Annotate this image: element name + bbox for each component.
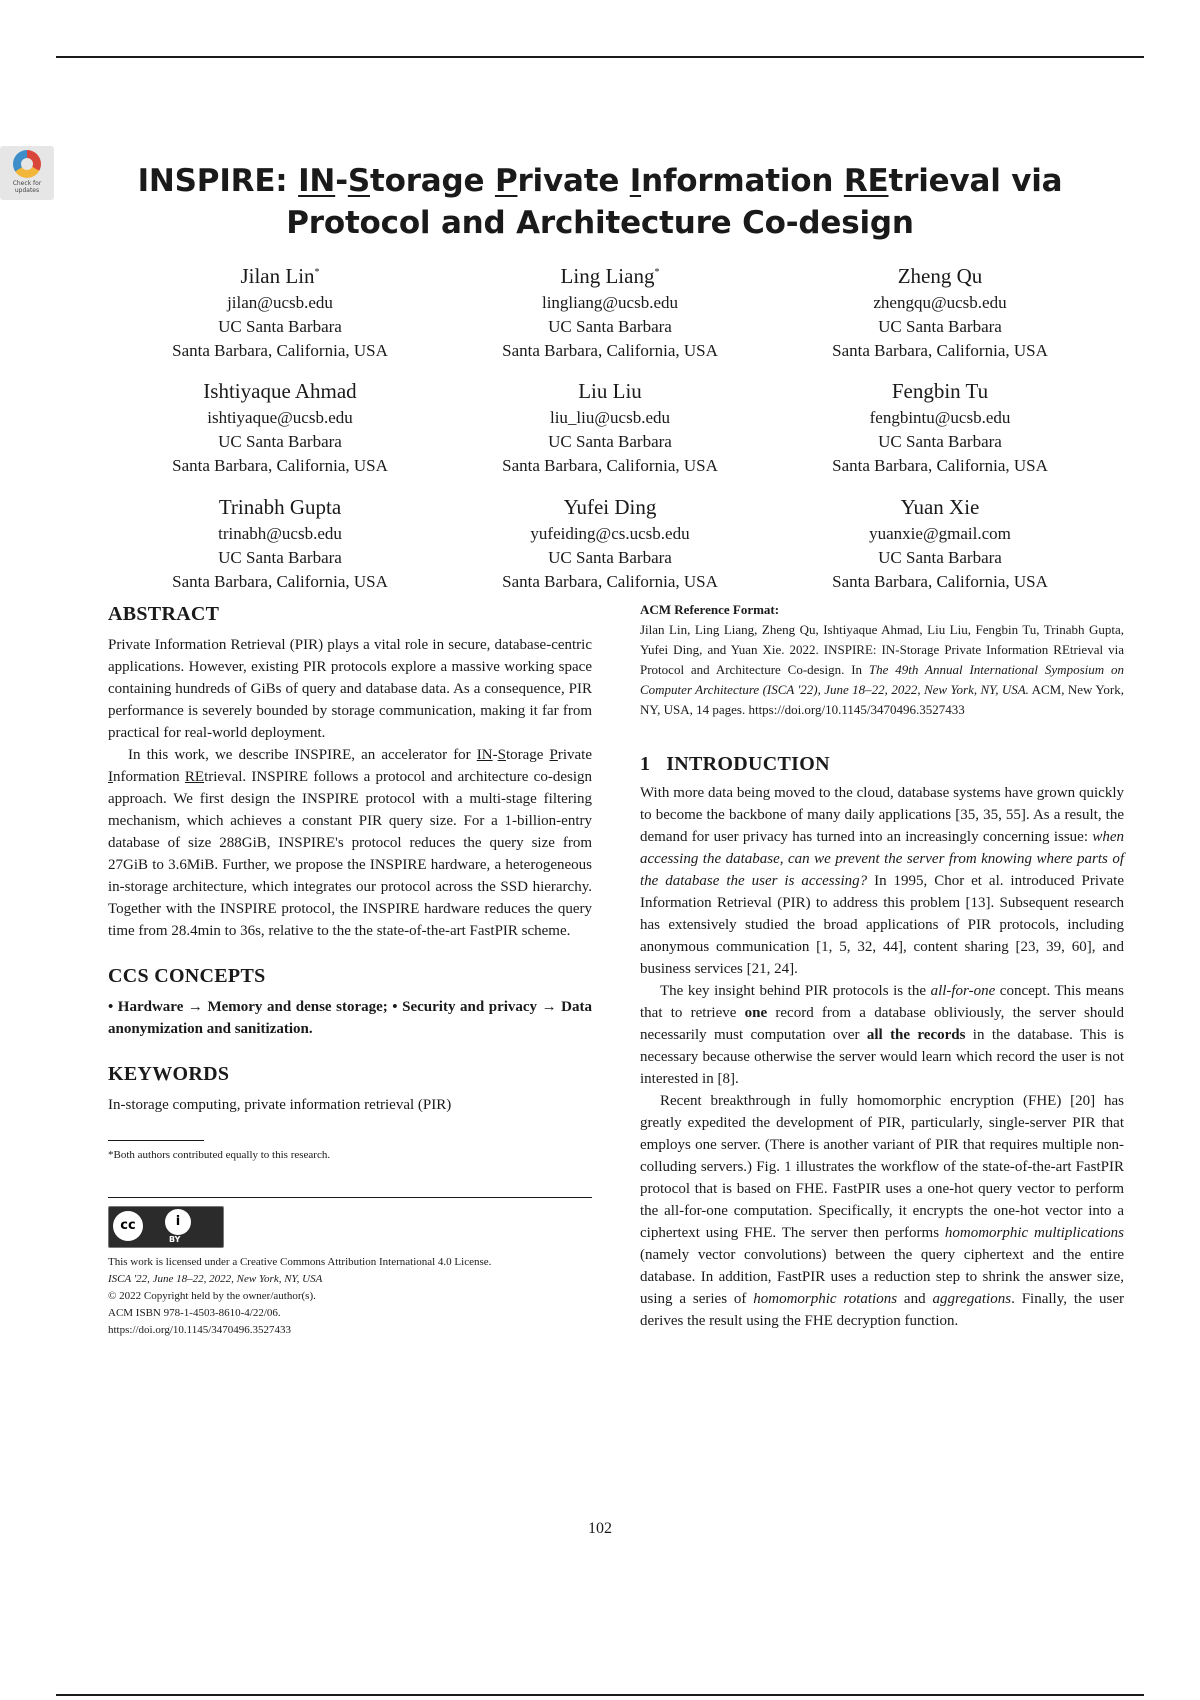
author-name: Fengbin Tu <box>891 379 989 403</box>
title-part: nformation <box>641 163 844 199</box>
badge-label: Check for updates <box>12 180 42 194</box>
acm-reference-heading: ACM Reference Format: <box>640 602 780 617</box>
author-affiliation: UC Santa Barbara <box>878 432 1002 451</box>
author-location: Santa Barbara, California, USA <box>502 456 718 475</box>
author-affiliation: UC Santa Barbara <box>878 548 1002 567</box>
author-affiliation: UC Santa Barbara <box>548 432 672 451</box>
cc-icon: cc <box>113 1211 143 1241</box>
abstract-paragraph: Private Information Retrieval (PIR) plays a vital role in secure, database-centric applications. However, existing PIR protocols explore a massive working space containing hundreds of GiBs of query and database data. As a consequence, PIR performance is severely bounded by storage communication, making it far from practical for real-world deployment. <box>108 637 592 741</box>
title-part: torage <box>370 163 495 199</box>
author-email[interactable]: jilan@ucsb.edu <box>227 293 333 312</box>
license-rule <box>108 1197 592 1198</box>
author-email[interactable]: lingliang@ucsb.edu <box>541 293 679 312</box>
author-block <box>460 258 760 363</box>
license-line: ISCA '22, June 18–22, 2022, New York, NY, USA <box>108 1273 323 1285</box>
license-text <box>108 1254 592 1339</box>
author-name: Jilan Lin* <box>240 264 320 288</box>
author-block <box>460 373 760 478</box>
author-location: Santa Barbara, California, USA <box>832 341 1048 360</box>
title-part: RE <box>843 163 889 199</box>
author-location: Santa Barbara, California, USA <box>172 456 388 475</box>
author-email[interactable]: zhengqu@ucsb.edu <box>873 293 1007 312</box>
author-name: Liu Liu <box>578 379 642 403</box>
bottom-rule <box>56 1694 1144 1696</box>
author-block <box>790 373 1090 478</box>
author-name: Ishtiyaque Ahmad <box>203 379 357 403</box>
crossmark-icon <box>13 150 41 178</box>
attribution-icon: i <box>165 1209 191 1235</box>
author-block <box>790 258 1090 363</box>
author-email[interactable]: trinabh@ucsb.edu <box>218 524 342 543</box>
author-affiliation: UC Santa Barbara <box>878 317 1002 336</box>
author-location: Santa Barbara, California, USA <box>172 572 388 591</box>
author-affiliation: UC Santa Barbara <box>218 432 342 451</box>
intro-paragraph: With more data being moved to the cloud, database systems have grown quickly to become the backbone of many daily applications [35, 35, 55]. As a result, the demand for user privacy has turned into an increasingly concerning issue: when accessing the database, can we prevent the server from knowing where parts of the database the user is accessing? In 1995, Chor et al. introduced Private Information Retrieval (PIR) to address this problem [13]. Subsequent research has extensively studied the broad applications of PIR protocols, including anonymous communication [1, 5, 32, 44], content sharing [23, 39, 60], and business services [21, 24]. <box>640 785 1124 977</box>
footnote-rule <box>108 1140 204 1141</box>
author-location: Santa Barbara, California, USA <box>832 456 1048 475</box>
left-column <box>108 600 592 1339</box>
introduction-heading: 1 INTRODUCTION <box>640 753 830 775</box>
license-line: ACM ISBN 978-1-4503-8610-4/22/06. <box>108 1307 281 1319</box>
author-block <box>790 489 1090 594</box>
author-block <box>130 373 430 478</box>
check-for-updates-badge[interactable] <box>0 146 54 200</box>
title-part: IN <box>298 163 336 199</box>
author-affiliation: UC Santa Barbara <box>218 548 342 567</box>
author-name: Yufei Ding <box>563 495 657 519</box>
author-location: Santa Barbara, California, USA <box>172 341 388 360</box>
title-part: P <box>494 163 518 199</box>
footnote: *Both authors contributed equally to this research. <box>108 1149 331 1161</box>
by-label: BY <box>169 1235 181 1244</box>
author-block <box>460 489 760 594</box>
author-block <box>130 489 430 594</box>
title-part: trieval via Protocol and Architecture Co-design <box>286 163 1063 241</box>
paper-title <box>100 160 1100 244</box>
ccs-heading: CCS CONCEPTS <box>108 965 266 987</box>
author-affiliation: UC Santa Barbara <box>218 317 342 336</box>
author-email[interactable]: yufeiding@cs.ucsb.edu <box>530 524 690 543</box>
author-name: Yuan Xie <box>900 495 980 519</box>
title-part: - <box>335 163 348 199</box>
top-rule <box>56 56 1144 58</box>
author-name: Trinabh Gupta <box>218 495 342 519</box>
author-email[interactable]: ishtiyaque@ucsb.edu <box>207 408 353 427</box>
title-part: rivate <box>517 163 630 199</box>
acm-reference-text: Jilan Lin, Ling Liang, Zheng Qu, Ishtiyaque Ahmad, Liu Liu, Fengbin Tu, Trinabh Gupta, Yufei Ding, and Yuan Xie. 2022. INSPIRE: IN-Storage Private Information REtrieval via Protocol and Architecture Co-design. In The 49th Annual International Symposium on Computer Architecture (ISCA '22), June 18–22, 2022, New York, NY, USA. ACM, New York, NY, USA, 14 pages. https://doi.org/10.1145/3470496.3527433 <box>640 622 1124 717</box>
author-affiliation: UC Santa Barbara <box>548 317 672 336</box>
keywords-heading: KEYWORDS <box>108 1063 230 1085</box>
author-name: Ling Liang* <box>560 264 660 288</box>
author-block <box>130 258 430 363</box>
author-location: Santa Barbara, California, USA <box>502 341 718 360</box>
title-part: I <box>629 163 642 199</box>
ccs-concepts: • Hardware → Memory and dense storage; • Security and privacy → Data anonymization and sanitization. <box>108 999 592 1037</box>
doi-link[interactable]: https://doi.org/10.1145/3470496.3527433 <box>108 1324 292 1336</box>
author-location: Santa Barbara, California, USA <box>832 572 1048 591</box>
author-affiliation: UC Santa Barbara <box>548 548 672 567</box>
author-email[interactable]: liu_liu@ucsb.edu <box>549 408 670 427</box>
keywords-text: In-storage computing, private information retrieval (PIR) <box>108 1097 452 1113</box>
author-email[interactable]: yuanxie@gmail.com <box>869 524 1011 543</box>
author-name: Zheng Qu <box>897 264 983 288</box>
license-line: © 2022 Copyright held by the owner/author(s). <box>108 1290 316 1302</box>
author-location: Santa Barbara, California, USA <box>502 572 718 591</box>
title-part: INSPIRE: <box>137 163 299 199</box>
cc-by-badge[interactable] <box>108 1206 224 1248</box>
abstract-paragraph: In this work, we describe INSPIRE, an accelerator for IN-Storage Private Information REtrieval. INSPIRE follows a protocol and architecture co-design approach. We first design the INSPIRE protocol with a multi-stage filtering mechanism, which achieves a constant PIR query size. For a 1-billion-entry database of size 288GiB, INSPIRE's protocol reduces the query size from 27GiB to 3.6MiB. Further, we propose the INSPIRE hardware, a heterogeneous in-storage architecture, which integrates our protocol across the SSD hierarchy. Together with the INSPIRE protocol, the INSPIRE hardware reduces the query time from 28.4min to 36s, relative to the the state-of-the-art FastPIR scheme. <box>108 747 592 939</box>
right-column <box>640 600 1124 1332</box>
abstract-heading: ABSTRACT <box>108 603 220 625</box>
title-part: S <box>347 163 370 199</box>
intro-paragraph: Recent breakthrough in fully homomorphic encryption (FHE) [20] has greatly expedited the development of PIR, particularly, single-server PIR that employs one server. (There is another variant of PIR that requires multiple non-colluding servers.) Fig. 1 illustrates the workflow of the state-of-the-art FastPIR protocol that is based on FHE. FastPIR uses a one-hot query vector to perform the all-for-one computation. Specifically, it encrypts the one-hot vector into a ciphertext using FHE. The server then performs homomorphic multiplications (namely vector convolutions) between the query ciphertext and the entire database. In addition, FastPIR uses a reduction step to shrink the answer size, using a series of homomorphic rotations and aggregations. Finally, the user derives the result using the FHE decryption function. <box>640 1093 1125 1329</box>
intro-paragraph: The key insight behind PIR protocols is the all-for-one concept. This means that to retrieve one record from a database obliviously, the server should necessarily must computation over all the records in the database. This is necessary because otherwise the server would learn which record the user is not interested in [8]. <box>640 983 1125 1087</box>
license-line: This work is licensed under a Creative Commons Attribution International 4.0 License. <box>108 1256 492 1268</box>
author-email[interactable]: fengbintu@ucsb.edu <box>869 408 1011 427</box>
page-number: 102 <box>588 1520 612 1537</box>
